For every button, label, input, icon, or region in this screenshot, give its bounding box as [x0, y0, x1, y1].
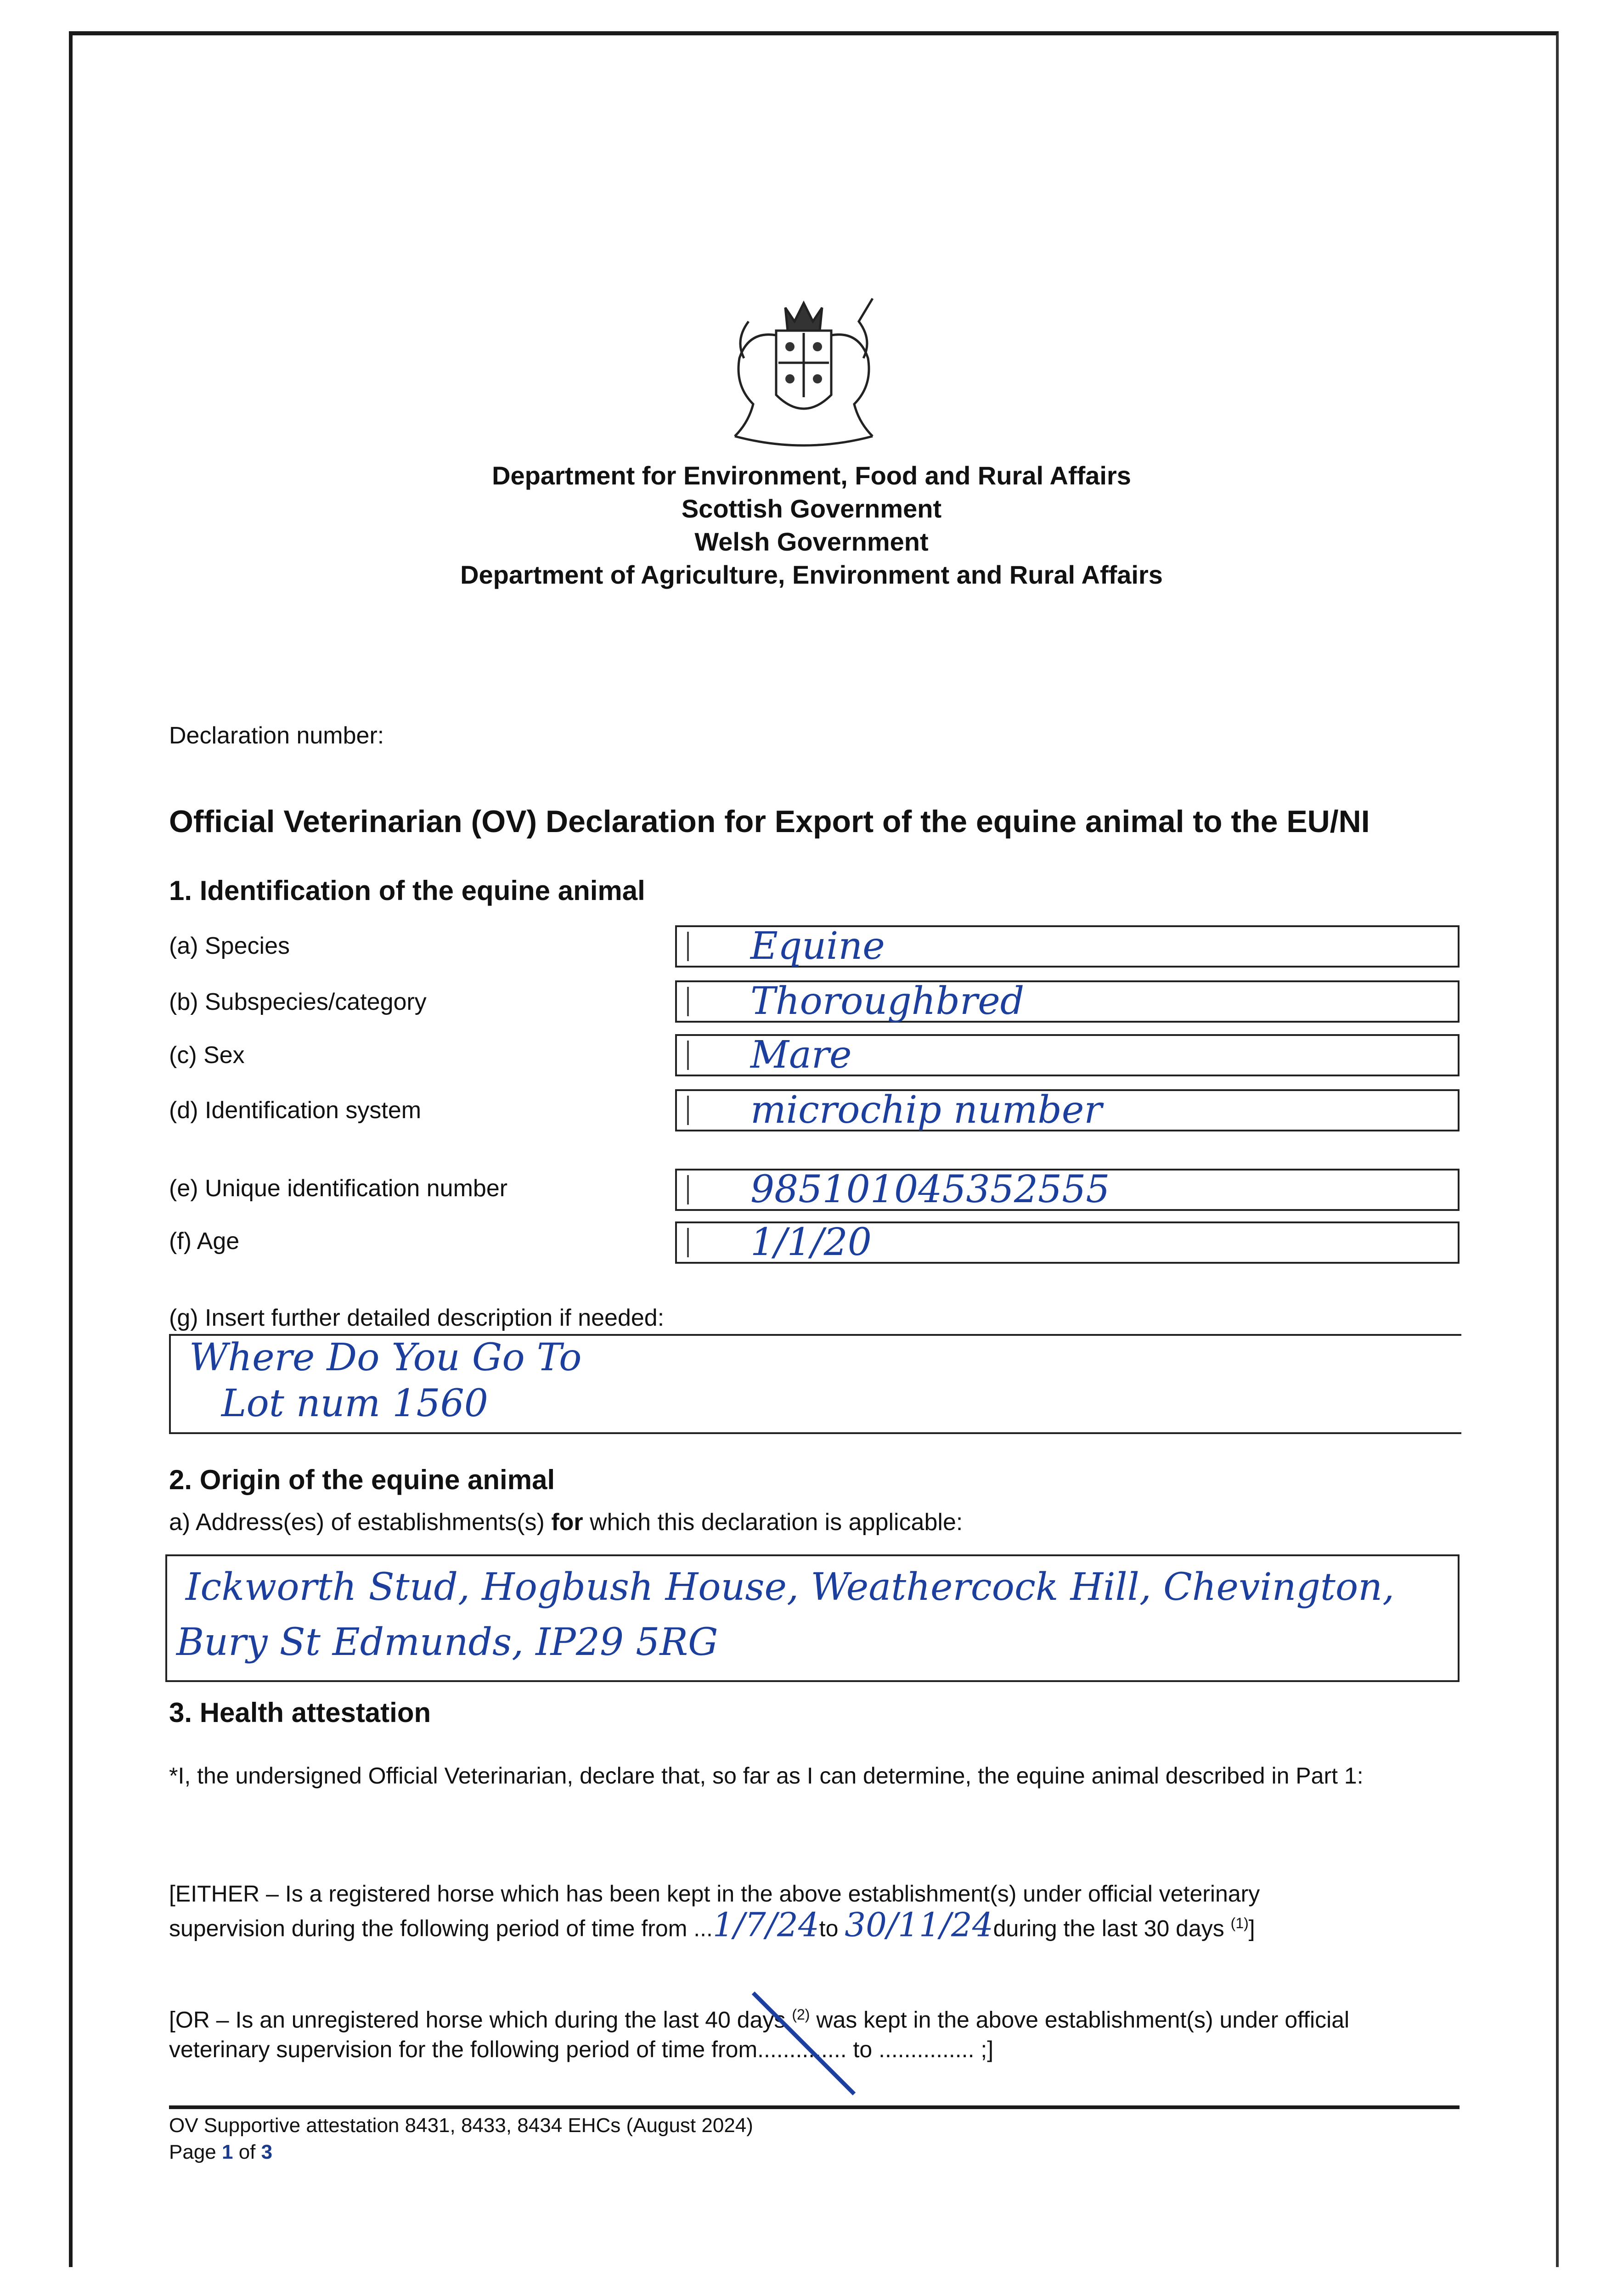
uid-label: (e) Unique identification number [169, 1175, 508, 1202]
uid-field[interactable] [675, 1169, 1460, 1211]
address-line1: Ickworth Stud, Hogbush House, Weathercock Hill, Chevington, [186, 1565, 1395, 1609]
age-value: 1/1/20 [750, 1221, 872, 1264]
either-from-date[interactable]: 1/7/24 [712, 1905, 819, 1944]
address-line2: Bury St Edmunds, IP29 5RG [176, 1621, 718, 1664]
footer-rule [169, 2105, 1460, 2109]
either-line1: [EITHER – Is a registered horse which has been kept in the above establishment(s) under official veterinary [169, 1881, 1260, 1907]
species-field[interactable] [675, 925, 1460, 968]
either-clause [169, 1879, 1455, 1943]
dept-scottish-gov: Scottish Government [681, 494, 942, 523]
dept-daera: Department of Agriculture, Environment and Rural Affairs [460, 560, 1163, 589]
either-to-date[interactable]: 30/11/24 [845, 1905, 993, 1944]
subspecies-label: (b) Subspecies/category [169, 989, 427, 1015]
sex-label: (c) Sex [169, 1042, 245, 1069]
id-system-field[interactable] [675, 1089, 1460, 1131]
further-description-label: (g) Insert further detailed description if needed: [169, 1305, 665, 1331]
age-field[interactable] [675, 1221, 1460, 1264]
or-line2: veterinary supervision for the following period of time from.............. to ............... ;] [169, 2036, 994, 2062]
age-label: (f) Age [169, 1228, 240, 1255]
uid-value: 985101045352555 [750, 1168, 1110, 1211]
sex-field[interactable] [675, 1034, 1460, 1076]
address-label: a) Address(es) of establishments(s) for which this declaration is applicable: [169, 1509, 963, 1536]
address-box[interactable] [165, 1554, 1460, 1682]
section1-heading: 1. Identification of the equine animal [169, 875, 645, 906]
page-title: Official Veterinarian (OV) Declaration for Export of the equine animal to the EU/NI [169, 804, 1370, 839]
or-line1: [OR – Is an unregistered horse which during the last 40 days $^{(2)}$ was kept in the above establishment(s) under official [169, 2006, 1350, 2033]
section2-heading: 2. Origin of the equine animal [169, 1464, 555, 1495]
section3-heading: 3. Health attestation [169, 1697, 431, 1728]
dept-welsh-gov: Welsh Government [694, 527, 929, 556]
further-description-line1: Where Do You Go To [189, 1336, 582, 1379]
footer-page-number: Page 1 of 3 [169, 2141, 273, 2163]
subspecies-value: Thoroughbred [750, 979, 1025, 1023]
strike-through-mark [744, 1988, 863, 2099]
species-value: Equine [750, 924, 885, 968]
declaration-number-label: Declaration number: [169, 722, 384, 749]
further-description-line2: Lot num 1560 [221, 1382, 488, 1425]
id-system-label: (d) Identification system [169, 1097, 422, 1124]
species-label: (a) Species [169, 933, 290, 959]
footer-doc-ref: OV Supportive attestation 8431, 8433, 8434 EHCs (August 2024) [169, 2114, 753, 2137]
dept-defra: Department for Environment, Food and Rural Affairs [492, 461, 1131, 490]
id-system-value: microchip number [750, 1088, 1102, 1132]
health-intro: *I, the undersigned Official Veterinarian, declare that, so far as I can determine, the equine animal described in Part 1: [169, 1763, 1364, 1789]
further-description-box[interactable] [169, 1334, 1461, 1434]
sex-value: Mare [750, 1033, 852, 1077]
subspecies-field[interactable] [675, 980, 1460, 1023]
either-line2: supervision during the following period of time from ...1/7/24to 30/11/24during the last 30 days $^{(1)}$] [169, 1905, 1255, 1944]
royal-crest-logo [707, 289, 900, 455]
